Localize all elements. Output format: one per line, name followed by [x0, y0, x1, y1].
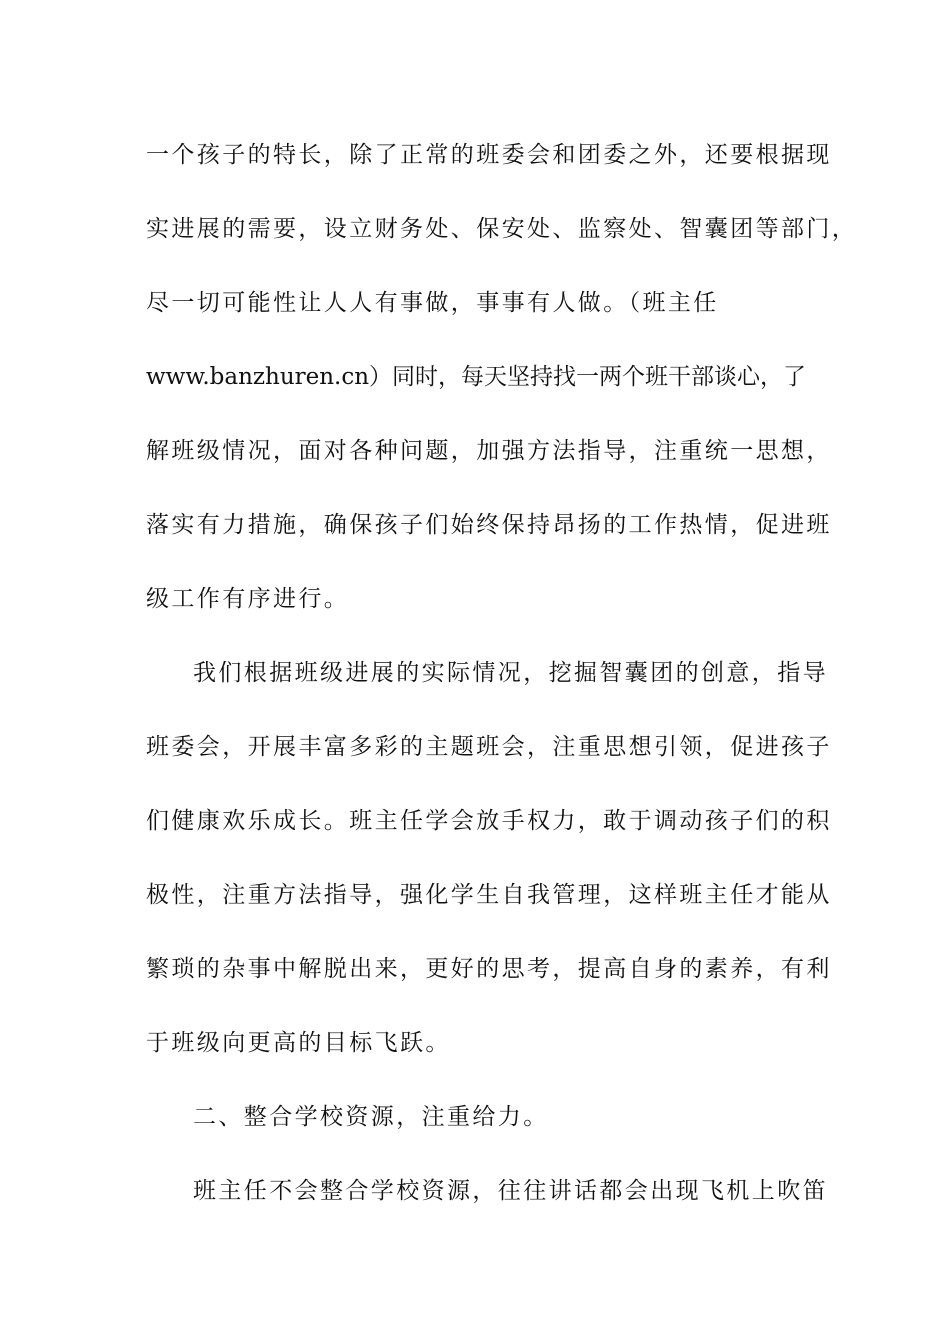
text-line: 繁琐的杂事中解脱出来，更好的思考，提高自身的素养，有利	[146, 956, 832, 982]
text-line: 落实有力措施，确保孩子们始终保持昂扬的工作热情，促进班	[146, 512, 832, 538]
text-line: 们健康欢乐成长。班主任学会放手权力，敢于调动孩子们的积	[146, 808, 832, 834]
text-line: www.banzhuren.cn）同时，每天坚持找一两个班干部谈心，了	[146, 364, 807, 390]
text-line: 解班级情况，面对各种问题，加强方法指导，注重统一思想，	[146, 438, 832, 464]
text-line: 一个孩子的特长，除了正常的班委会和团委之外，还要根据现	[146, 142, 832, 168]
text-line: 班委会，开展丰富多彩的主题班会，注重思想引领，促进孩子	[146, 734, 832, 760]
text-line: 于班级向更高的目标飞跃。	[146, 1030, 451, 1056]
paragraph-start-line: 班主任不会整合学校资源，往往讲话都会出现飞机上吹笛	[193, 1178, 828, 1204]
text-line: 尽一切可能性让人人有事做，事事有人做。（班主任	[146, 290, 719, 316]
text-line: 极性，注重方法指导，强化学生自我管理，这样班主任才能从	[146, 882, 832, 908]
text-line: 级工作有序进行。	[146, 586, 350, 612]
section-heading: 二、整合学校资源，注重给力。	[193, 1104, 549, 1130]
text-line: 实进展的需要，设立财务处、保安处、监察处、智囊团等部门，	[146, 216, 858, 242]
paragraph-start-line: 我们根据班级进展的实际情况，挖掘智囊团的创意，指导	[193, 660, 828, 686]
